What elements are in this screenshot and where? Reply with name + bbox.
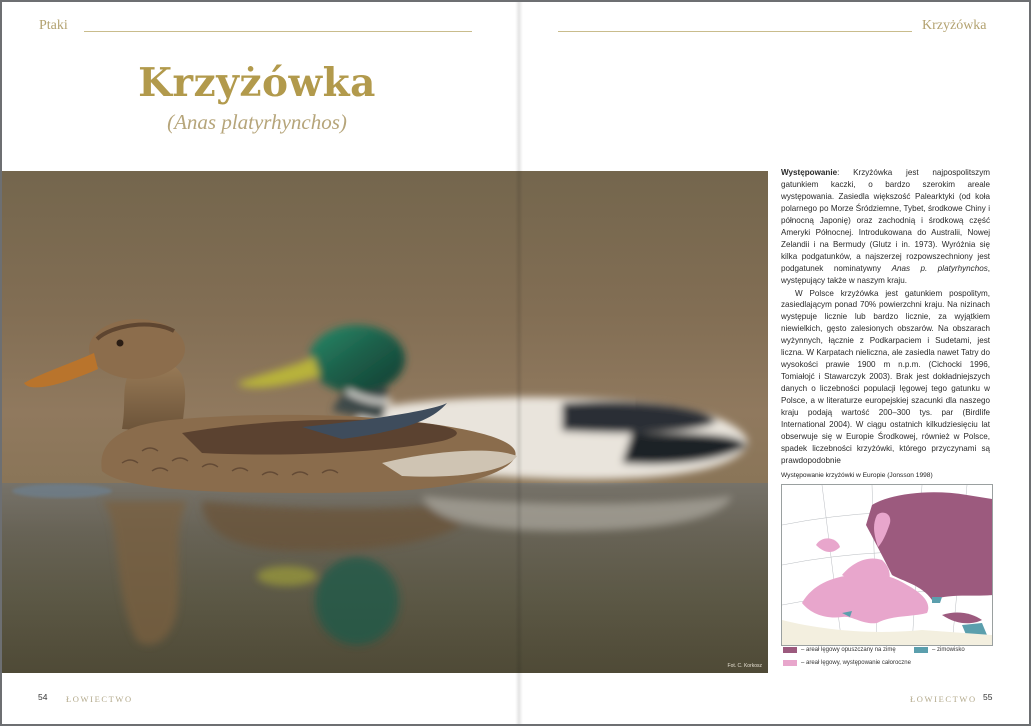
right-magazine-name: ŁOWIECTWO — [910, 694, 977, 704]
legend-label: – areał lęgowy opuszczany na zimę — [801, 647, 896, 653]
paragraph-poland: W Polsce krzyżówka jest gatunkiem pospolitym, zasiedlającym ponad 70% powierzchni kraju. Na nizinach występuje licznie lub bardzo licznie, za wyjątkiem niewielkich, gęsto zalesionych obszarów. Na obszarach wyżynnych, łącznie z Podkarpaciem i Sudetami, jest liczna. W Karpatach nieliczna, ale zasiedla nawet Tatry do wysokości prawie 1900 m n.p.m. (Cichocki 1996, Tomiałojć i Stawarczyk 2003). Brak jest dokładniejszych danych o liczebności populacji lęgowej tego gatunku w Polsce, a w literaturze europejskiej szacunki dla naszego kraju podają wartość 200–300 tys. par (Birdlife International 2004). W ciągu ostatnich kilkudziesięciu lat obserwuje się w Europie Środkowej, również w Polsce, spadek liczebności krzyżówki, którego przyczynami są prawdopodobnie — [781, 288, 990, 465]
legend-swatch — [783, 660, 797, 666]
right-page-number: 55 — [983, 692, 993, 702]
species-name: Anas p. platyrhynchos — [891, 263, 988, 273]
article-body — [781, 167, 990, 467]
left-magazine-name: ŁOWIECTWO — [66, 694, 133, 704]
legend-swatch — [914, 647, 928, 653]
photo-credit: Fot. C. Korkosz — [727, 663, 762, 669]
legend-item-breeding-summer — [783, 647, 896, 653]
left-header-rule — [84, 31, 472, 32]
left-page-number: 54 — [38, 692, 48, 702]
left-running-header: Ptaki — [39, 18, 68, 33]
paragraph-text: : Krzyżówka jest najpospolitszym gatunkiem kaczki, o bardzo szerokim areale występowania. Zasiedla większość Palearktyki (od koła polarnego po Morze Śródziemne, Tybet, środkowe Chiny i północną Japonię) oraz zachodnią i środkową część Ameryki Północnej. Introdukowana do Australii, Nowej Zelandii i na Bermudy (Glutz i in. 1973). Wyróżnia się kilka podgatunków, a najszerzej rozpowszechniony jest podgatunek nominatywny — [781, 168, 990, 273]
magazine-spread — [2, 2, 1029, 724]
article-subtitle: (Anas platyrhynchos) — [167, 110, 347, 134]
legend-item-resident — [783, 660, 911, 666]
map-caption: Występowanie krzyżówki w Europie (Jonsson 1998) — [781, 472, 933, 479]
page-gutter — [515, 2, 523, 724]
legend-label: – areał lęgowy, występowanie całoroczne — [801, 660, 911, 666]
paragraph-occurrence — [781, 167, 990, 287]
ducks-illustration — [2, 171, 768, 673]
article-title: Krzyżówka — [138, 60, 376, 106]
paragraph-text: , występujący także w naszym kraju. — [781, 263, 990, 285]
right-running-header: Krzyżówka — [922, 18, 987, 33]
section-lead: Występowanie — [781, 168, 838, 177]
legend-label: – zimowisko — [932, 647, 965, 653]
europe-map — [782, 485, 992, 645]
legend-swatch — [783, 647, 797, 653]
mallard-photo — [2, 171, 768, 673]
distribution-map — [781, 484, 993, 646]
legend-item-wintering — [914, 647, 965, 653]
right-header-rule — [558, 31, 912, 32]
hen-duck — [24, 319, 517, 493]
